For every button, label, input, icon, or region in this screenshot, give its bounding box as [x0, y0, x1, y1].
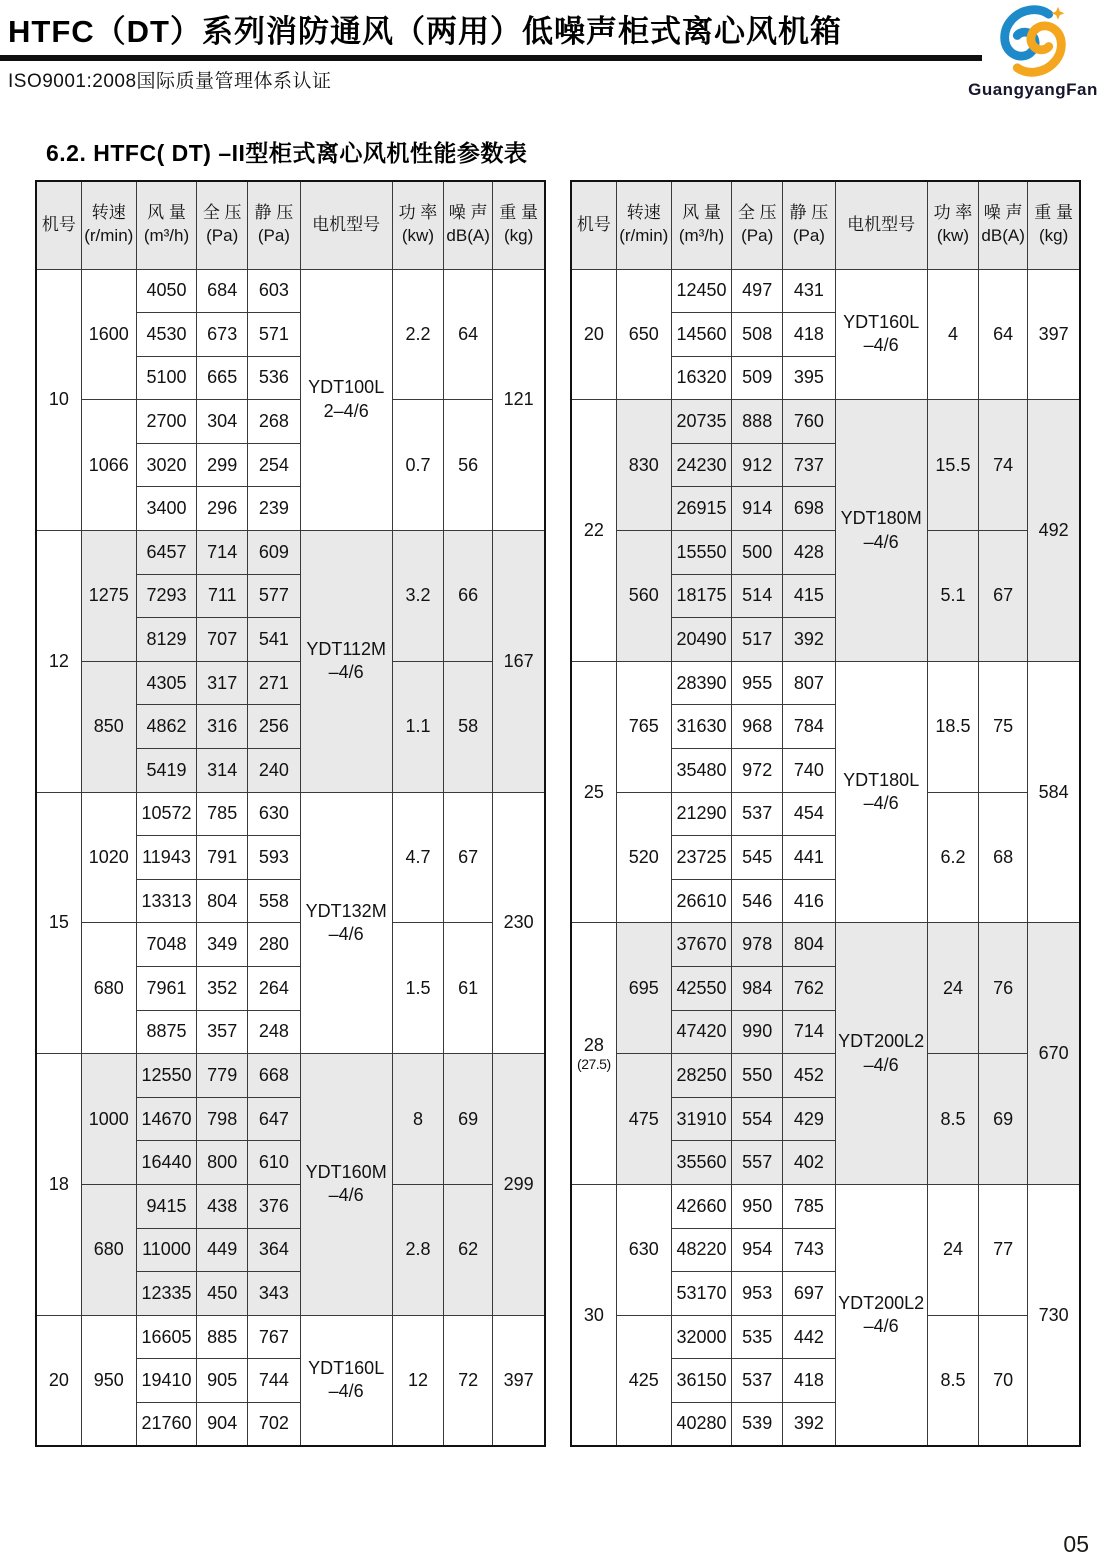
cell-total-pressure: 684: [197, 269, 248, 313]
cell-total-pressure: 500: [732, 531, 783, 575]
cell-flow: 4305: [136, 661, 196, 705]
col-header-total-pressure: 全 压 (Pa): [732, 181, 783, 269]
cell-total-pressure: 514: [732, 574, 783, 618]
cell-static-pressure: 807: [783, 661, 835, 705]
cell-noise: 74: [979, 400, 1028, 531]
cell-power: 4.7: [392, 792, 443, 923]
cell-flow: 18175: [671, 574, 731, 618]
cell-model: 22: [571, 400, 616, 662]
cell-speed: 650: [616, 269, 671, 400]
cell-motor: YDT160L –4/6: [835, 269, 927, 400]
cell-total-pressure: 673: [197, 313, 248, 357]
cell-speed: 830: [616, 400, 671, 531]
cell-flow: 3400: [136, 487, 196, 531]
cell-power: 1.1: [392, 661, 443, 792]
logo-swirl-icon: [996, 4, 1070, 78]
cell-flow: 23725: [671, 836, 731, 880]
cell-static-pressure: 610: [248, 1141, 300, 1185]
cell-total-pressure: 554: [732, 1097, 783, 1141]
cell-speed: 695: [616, 923, 671, 1054]
cell-total-pressure: 800: [197, 1141, 248, 1185]
cell-total-pressure: 804: [197, 879, 248, 923]
cell-flow: 14670: [136, 1097, 196, 1141]
cell-static-pressure: 558: [248, 879, 300, 923]
cell-total-pressure: 990: [732, 1010, 783, 1054]
cell-flow: 2700: [136, 400, 196, 444]
cell-motor: YDT200L2 –4/6: [835, 1184, 927, 1446]
cell-noise: 70: [979, 1315, 1028, 1446]
cell-weight: 121: [493, 269, 545, 531]
cell-static-pressure: 541: [248, 618, 300, 662]
col-header-noise: 噪 声 dB(A): [979, 181, 1028, 269]
cell-static-pressure: 431: [783, 269, 835, 313]
cell-total-pressure: 711: [197, 574, 248, 618]
cell-static-pressure: 702: [248, 1402, 300, 1446]
cell-total-pressure: 349: [197, 923, 248, 967]
cell-static-pressure: 442: [783, 1315, 835, 1359]
cell-flow: 5419: [136, 749, 196, 793]
col-header-static-pressure: 静 压 (Pa): [783, 181, 835, 269]
cell-speed: 680: [81, 923, 136, 1054]
cell-model: 12: [36, 531, 81, 793]
cell-flow: 11000: [136, 1228, 196, 1272]
cell-static-pressure: 760: [783, 400, 835, 444]
cell-total-pressure: 912: [732, 443, 783, 487]
cell-total-pressure: 550: [732, 1054, 783, 1098]
cell-static-pressure: 697: [783, 1272, 835, 1316]
cell-static-pressure: 256: [248, 705, 300, 749]
title-rule: [0, 55, 982, 61]
cell-flow: 53170: [671, 1272, 731, 1316]
cell-total-pressure: 539: [732, 1402, 783, 1446]
cell-model: 18: [36, 1054, 81, 1316]
cell-static-pressure: 402: [783, 1141, 835, 1185]
cell-speed: 630: [616, 1184, 671, 1315]
cell-flow: 12450: [671, 269, 731, 313]
cell-speed: 1020: [81, 792, 136, 923]
certification-line: ISO9001:2008国际质量管理体系认证: [8, 71, 332, 92]
col-header-flow: 风 量 (m³/h): [671, 181, 731, 269]
cell-model: 10: [36, 269, 81, 531]
cell-power: 5.1: [927, 531, 978, 662]
cell-static-pressure: 418: [783, 1359, 835, 1403]
cell-flow: 42550: [671, 967, 731, 1011]
cell-noise: 69: [444, 1054, 493, 1185]
cell-total-pressure: 509: [732, 356, 783, 400]
cell-flow: 12550: [136, 1054, 196, 1098]
cell-total-pressure: 954: [732, 1228, 783, 1272]
cell-total-pressure: 296: [197, 487, 248, 531]
cell-speed: 1066: [81, 400, 136, 531]
cell-noise: 75: [979, 661, 1028, 792]
cell-total-pressure: 546: [732, 879, 783, 923]
cell-flow: 14560: [671, 313, 731, 357]
cell-total-pressure: 885: [197, 1315, 248, 1359]
logo-text: GuangyangFan: [968, 80, 1098, 99]
cell-flow: 10572: [136, 792, 196, 836]
cell-static-pressure: 418: [783, 313, 835, 357]
cell-speed: 520: [616, 792, 671, 923]
cell-model: 25: [571, 661, 616, 923]
page-number: 05: [1063, 1531, 1089, 1557]
cell-flow: 48220: [671, 1228, 731, 1272]
cell-total-pressure: 299: [197, 443, 248, 487]
cell-motor: YDT100L 2–4/6: [300, 269, 392, 531]
cell-noise: 66: [444, 531, 493, 662]
cell-speed: 1600: [81, 269, 136, 400]
fan-performance-table-right: [570, 180, 1081, 1447]
company-logo: [966, 4, 1100, 100]
cell-weight: 492: [1028, 400, 1080, 662]
cell-flow: 37670: [671, 923, 731, 967]
cell-model: 20: [36, 1315, 81, 1446]
cell-motor: YDT180L –4/6: [835, 661, 927, 923]
cell-power: 3.2: [392, 531, 443, 662]
cell-flow: 16440: [136, 1141, 196, 1185]
cell-noise: 62: [444, 1184, 493, 1315]
cell-static-pressure: 784: [783, 705, 835, 749]
cell-static-pressure: 762: [783, 967, 835, 1011]
cell-flow: 36150: [671, 1359, 731, 1403]
cell-power: 2.2: [392, 269, 443, 400]
cell-flow: 8875: [136, 1010, 196, 1054]
cell-speed: 475: [616, 1054, 671, 1185]
cell-power: 0.7: [392, 400, 443, 531]
col-header-speed: 转速 (r/min): [81, 181, 136, 269]
cell-flow: 20735: [671, 400, 731, 444]
cell-model: 28 (27.5): [571, 923, 616, 1185]
cell-total-pressure: 316: [197, 705, 248, 749]
cell-flow: 16320: [671, 356, 731, 400]
col-header-weight: 重 量 (kg): [493, 181, 545, 269]
cell-static-pressure: 714: [783, 1010, 835, 1054]
cell-noise: 77: [979, 1184, 1028, 1315]
cell-speed: 1275: [81, 531, 136, 662]
cell-flow: 12335: [136, 1272, 196, 1316]
cell-static-pressure: 416: [783, 879, 835, 923]
cell-power: 12: [392, 1315, 443, 1446]
cell-static-pressure: 740: [783, 749, 835, 793]
cell-total-pressure: 665: [197, 356, 248, 400]
cell-total-pressure: 972: [732, 749, 783, 793]
cell-flow: 40280: [671, 1402, 731, 1446]
cell-static-pressure: 609: [248, 531, 300, 575]
cell-total-pressure: 497: [732, 269, 783, 313]
col-header-noise: 噪 声 dB(A): [444, 181, 493, 269]
cell-flow: 26915: [671, 487, 731, 531]
cell-static-pressure: 392: [783, 1402, 835, 1446]
cell-weight: 397: [493, 1315, 545, 1446]
cell-static-pressure: 593: [248, 836, 300, 880]
cell-total-pressure: 955: [732, 661, 783, 705]
cell-total-pressure: 304: [197, 400, 248, 444]
cell-static-pressure: 452: [783, 1054, 835, 1098]
cell-total-pressure: 352: [197, 967, 248, 1011]
cell-power: 8.5: [927, 1054, 978, 1185]
cell-total-pressure: 888: [732, 400, 783, 444]
cell-flow: 15550: [671, 531, 731, 575]
cell-static-pressure: 698: [783, 487, 835, 531]
cell-total-pressure: 968: [732, 705, 783, 749]
cell-total-pressure: 449: [197, 1228, 248, 1272]
cell-static-pressure: 744: [248, 1359, 300, 1403]
cell-flow: 9415: [136, 1184, 196, 1228]
cell-noise: 68: [979, 792, 1028, 923]
cell-total-pressure: 707: [197, 618, 248, 662]
cell-noise: 58: [444, 661, 493, 792]
cell-total-pressure: 438: [197, 1184, 248, 1228]
cell-flow: 6457: [136, 531, 196, 575]
cell-flow: 5100: [136, 356, 196, 400]
cell-power: 24: [927, 1184, 978, 1315]
cell-total-pressure: 517: [732, 618, 783, 662]
cell-flow: 4862: [136, 705, 196, 749]
cell-weight: 670: [1028, 923, 1080, 1185]
cell-power: 8: [392, 1054, 443, 1185]
cell-model: 15: [36, 792, 81, 1054]
section-title: 6.2. HTFC( DT) –II型柜式离心风机性能参数表: [46, 140, 528, 166]
cell-flow: 47420: [671, 1010, 731, 1054]
cell-power: 4: [927, 269, 978, 400]
cell-power: 18.5: [927, 661, 978, 792]
cell-total-pressure: 904: [197, 1402, 248, 1446]
cell-noise: 64: [979, 269, 1028, 400]
col-header-model: 机号: [36, 181, 81, 269]
cell-static-pressure: 737: [783, 443, 835, 487]
cell-noise: 69: [979, 1054, 1028, 1185]
cell-weight: 167: [493, 531, 545, 793]
cell-flow: 19410: [136, 1359, 196, 1403]
cell-flow: 42660: [671, 1184, 731, 1228]
cell-total-pressure: 357: [197, 1010, 248, 1054]
cell-static-pressure: 240: [248, 749, 300, 793]
cell-weight: 299: [493, 1054, 545, 1316]
cell-static-pressure: 264: [248, 967, 300, 1011]
cell-static-pressure: 429: [783, 1097, 835, 1141]
cell-speed: 560: [616, 531, 671, 662]
cell-flow: 35560: [671, 1141, 731, 1185]
cell-power: 15.5: [927, 400, 978, 531]
cell-total-pressure: 714: [197, 531, 248, 575]
col-header-total-pressure: 全 压 (Pa): [197, 181, 248, 269]
cell-flow: 8129: [136, 618, 196, 662]
cell-motor: YDT160M –4/6: [300, 1054, 392, 1316]
cell-static-pressure: 395: [783, 356, 835, 400]
cell-motor: YDT180M –4/6: [835, 400, 927, 662]
cell-flow: 4530: [136, 313, 196, 357]
cell-total-pressure: 317: [197, 661, 248, 705]
cell-flow: 35480: [671, 749, 731, 793]
cell-motor: YDT160L –4/6: [300, 1315, 392, 1446]
cell-total-pressure: 785: [197, 792, 248, 836]
cell-static-pressure: 536: [248, 356, 300, 400]
col-header-motor: 电机型号: [835, 181, 927, 269]
cell-total-pressure: 950: [732, 1184, 783, 1228]
cell-flow: 32000: [671, 1315, 731, 1359]
cell-flow: 7048: [136, 923, 196, 967]
cell-speed: 950: [81, 1315, 136, 1446]
cell-flow: 11943: [136, 836, 196, 880]
cell-flow: 21760: [136, 1402, 196, 1446]
cell-static-pressure: 343: [248, 1272, 300, 1316]
cell-total-pressure: 557: [732, 1141, 783, 1185]
cell-power: 24: [927, 923, 978, 1054]
cell-total-pressure: 537: [732, 1359, 783, 1403]
cell-total-pressure: 914: [732, 487, 783, 531]
cell-noise: 64: [444, 269, 493, 400]
cell-flow: 26610: [671, 879, 731, 923]
cell-weight: 584: [1028, 661, 1080, 923]
cell-total-pressure: 953: [732, 1272, 783, 1316]
cell-flow: 7961: [136, 967, 196, 1011]
cell-weight: 230: [493, 792, 545, 1054]
col-header-static-pressure: 静 压 (Pa): [248, 181, 300, 269]
cell-static-pressure: 392: [783, 618, 835, 662]
cell-total-pressure: 450: [197, 1272, 248, 1316]
cell-static-pressure: 647: [248, 1097, 300, 1141]
cell-static-pressure: 630: [248, 792, 300, 836]
cell-flow: 16605: [136, 1315, 196, 1359]
cell-static-pressure: 441: [783, 836, 835, 880]
cell-total-pressure: 508: [732, 313, 783, 357]
cell-flow: 31630: [671, 705, 731, 749]
cell-static-pressure: 280: [248, 923, 300, 967]
cell-static-pressure: 271: [248, 661, 300, 705]
cell-power: 6.2: [927, 792, 978, 923]
col-header-flow: 风 量 (m³/h): [136, 181, 196, 269]
cell-flow: 7293: [136, 574, 196, 618]
cell-power: 8.5: [927, 1315, 978, 1446]
cell-static-pressure: 376: [248, 1184, 300, 1228]
cell-static-pressure: 364: [248, 1228, 300, 1272]
cell-total-pressure: 537: [732, 792, 783, 836]
cell-total-pressure: 314: [197, 749, 248, 793]
cell-power: 1.5: [392, 923, 443, 1054]
cell-weight: 397: [1028, 269, 1080, 400]
cell-total-pressure: 905: [197, 1359, 248, 1403]
cell-flow: 3020: [136, 443, 196, 487]
cell-noise: 61: [444, 923, 493, 1054]
performance-table-left: [35, 180, 546, 1447]
cell-flow: 21290: [671, 792, 731, 836]
cell-total-pressure: 779: [197, 1054, 248, 1098]
document-title: HTFC（DT）系列消防通风（两用）低噪声柜式离心风机箱: [8, 14, 842, 49]
cell-static-pressure: 268: [248, 400, 300, 444]
cell-noise: 72: [444, 1315, 493, 1446]
cell-motor: YDT112M –4/6: [300, 531, 392, 793]
cell-noise: 56: [444, 400, 493, 531]
cell-noise: 67: [979, 531, 1028, 662]
cell-static-pressure: 415: [783, 574, 835, 618]
cell-flow: 28250: [671, 1054, 731, 1098]
cell-motor: YDT200L2 –4/6: [835, 923, 927, 1185]
cell-static-pressure: 785: [783, 1184, 835, 1228]
cell-total-pressure: 791: [197, 836, 248, 880]
cell-model: 20: [571, 269, 616, 400]
cell-static-pressure: 767: [248, 1315, 300, 1359]
cell-total-pressure: 545: [732, 836, 783, 880]
cell-static-pressure: 239: [248, 487, 300, 531]
cell-static-pressure: 603: [248, 269, 300, 313]
cell-flow: 24230: [671, 443, 731, 487]
cell-static-pressure: 254: [248, 443, 300, 487]
col-header-model: 机号: [571, 181, 616, 269]
fan-performance-table-left: [35, 180, 546, 1447]
cell-flow: 31910: [671, 1097, 731, 1141]
cell-static-pressure: 743: [783, 1228, 835, 1272]
cell-speed: 425: [616, 1315, 671, 1446]
cell-noise: 67: [444, 792, 493, 923]
cell-flow: 13313: [136, 879, 196, 923]
cell-motor: YDT132M –4/6: [300, 792, 392, 1054]
cell-static-pressure: 248: [248, 1010, 300, 1054]
col-header-weight: 重 量 (kg): [1028, 181, 1080, 269]
performance-table-right: [570, 180, 1081, 1447]
col-header-speed: 转速 (r/min): [616, 181, 671, 269]
cell-total-pressure: 978: [732, 923, 783, 967]
cell-total-pressure: 535: [732, 1315, 783, 1359]
cell-static-pressure: 577: [248, 574, 300, 618]
cell-total-pressure: 798: [197, 1097, 248, 1141]
cell-flow: 20490: [671, 618, 731, 662]
cell-speed: 680: [81, 1184, 136, 1315]
cell-flow: 28390: [671, 661, 731, 705]
cell-model: 30: [571, 1184, 616, 1446]
cell-static-pressure: 454: [783, 792, 835, 836]
cell-speed: 1000: [81, 1054, 136, 1185]
cell-weight: 730: [1028, 1184, 1080, 1446]
cell-total-pressure: 984: [732, 967, 783, 1011]
cell-flow: 4050: [136, 269, 196, 313]
cell-speed: 765: [616, 661, 671, 792]
cell-static-pressure: 571: [248, 313, 300, 357]
cell-speed: 850: [81, 661, 136, 792]
col-header-power: 功 率 (kw): [927, 181, 978, 269]
cell-noise: 76: [979, 923, 1028, 1054]
cell-static-pressure: 804: [783, 923, 835, 967]
col-header-motor: 电机型号: [300, 181, 392, 269]
cell-static-pressure: 668: [248, 1054, 300, 1098]
cell-static-pressure: 428: [783, 531, 835, 575]
cell-power: 2.8: [392, 1184, 443, 1315]
col-header-power: 功 率 (kw): [392, 181, 443, 269]
